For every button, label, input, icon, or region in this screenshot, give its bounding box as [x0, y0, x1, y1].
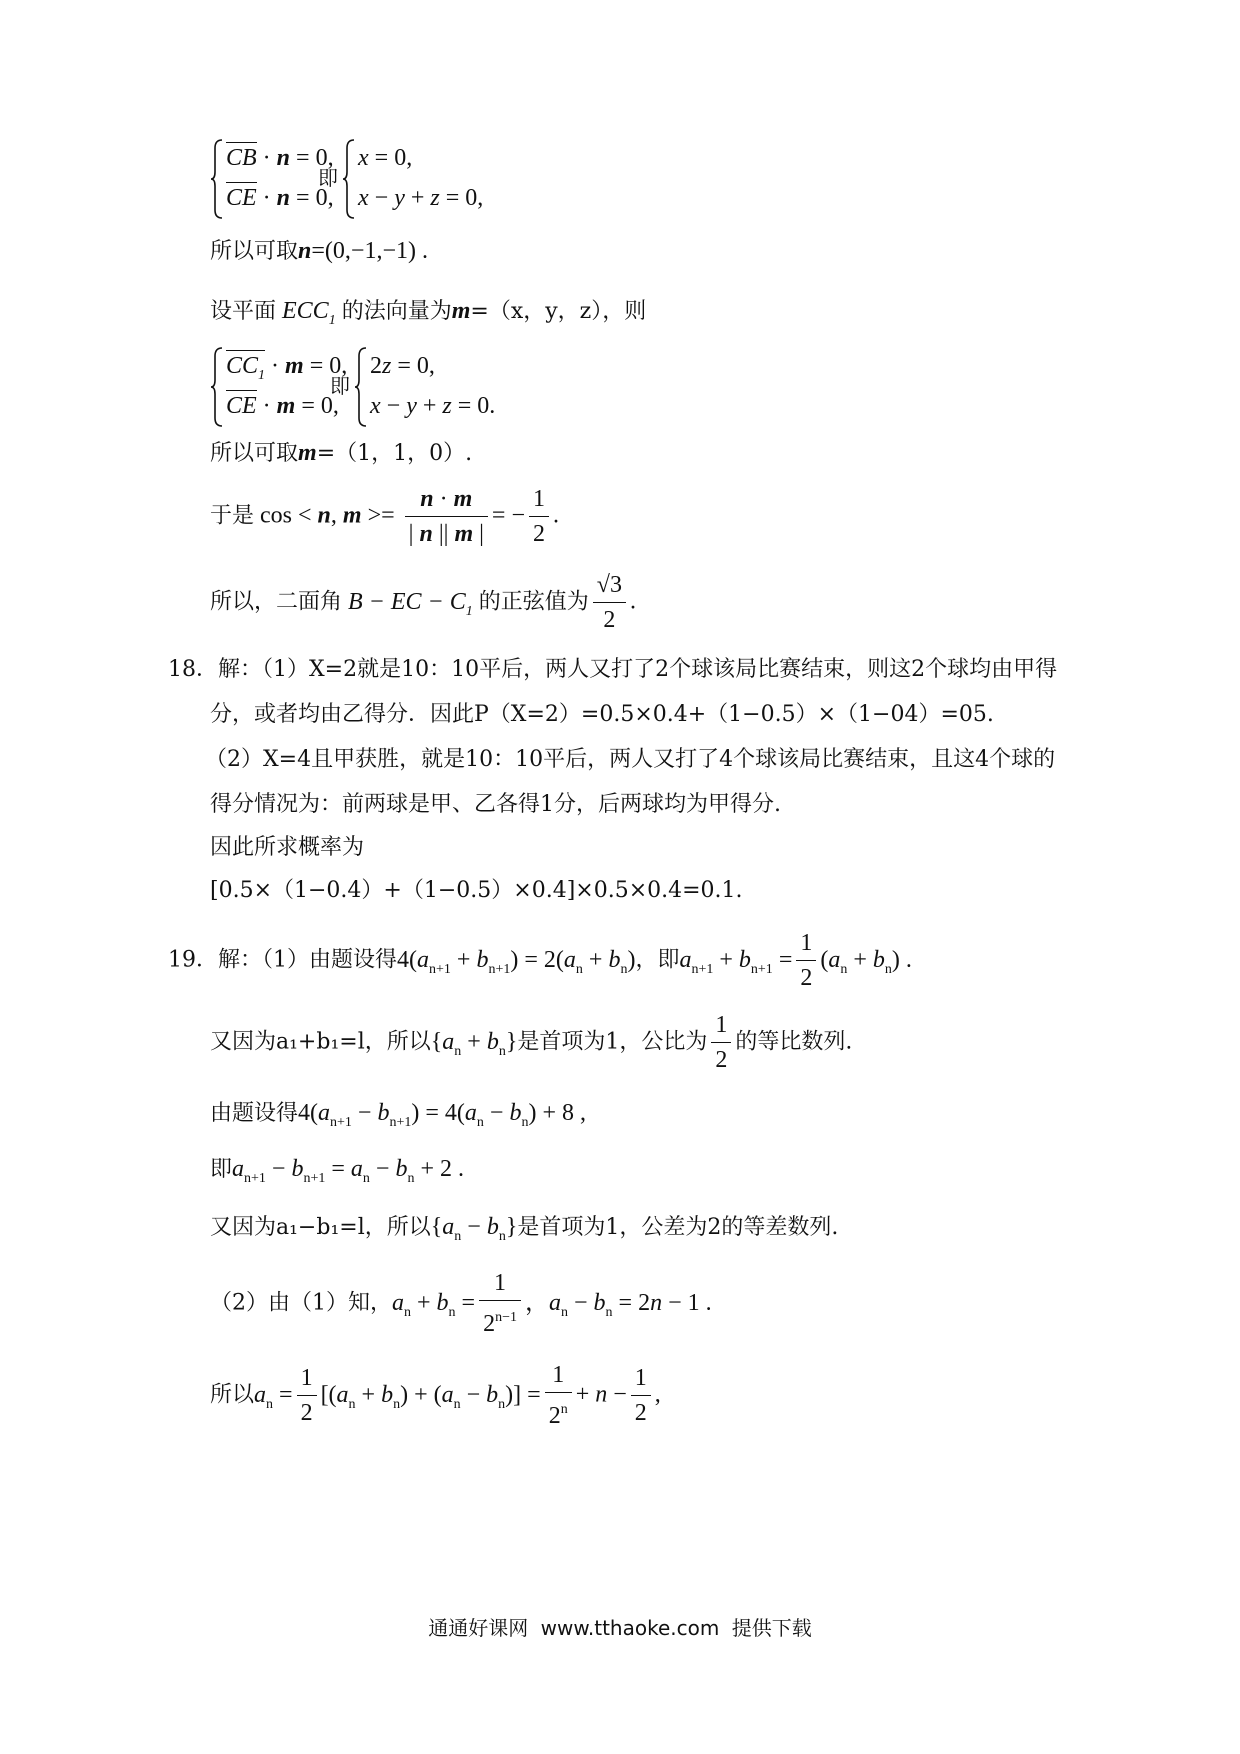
text-line: 所以，二面角 B − EC − $C_1$ 的正弦值为 $\frac{√3}{2}$ . — [210, 572, 636, 633]
left-brace-icon — [210, 138, 224, 220]
equation-row: CE · m = 0, — [226, 386, 347, 426]
equation-row: x − y + z = 0, — [358, 185, 484, 211]
text-line: 所以可取n=(0,−1,−1) . — [210, 238, 428, 264]
fraction: $\frac{√3}{2}$ — [593, 570, 626, 635]
fraction: $\frac{1}{2^{n-1}}$ — [479, 1268, 521, 1339]
text-line: 即$a_{n+1} - b_{n+1} = a_n - b_n + 2$ . — [210, 1156, 465, 1186]
equation-row: x − y + z = 0. — [370, 393, 496, 419]
equation-row: CB · n = 0, — [226, 138, 334, 178]
left-brace-icon — [210, 346, 224, 428]
text-line: [0.5×（1−0.4）+（1−0.5）×0.4]×0.5×0.4=0.1. — [210, 878, 743, 903]
fraction: $\frac{1}{2}$ — [297, 1363, 317, 1428]
text-line: 得分情况为：前两球是甲、乙各得1分，后两球均为甲得分. — [210, 792, 781, 817]
left-brace-icon — [342, 138, 356, 220]
equation-row: $CC_1 \cdot m = 0$, — [226, 346, 347, 386]
text-line: 18．解：（1）X=2就是10：10平后，两人又打了2个球该局比赛结束，则这2个球均由甲得 — [168, 657, 1058, 682]
equation-system-cc1-ce — [210, 346, 510, 428]
ji-label: 即 — [330, 376, 350, 398]
text-line: 又因为a₁+b₁=l，所以$\{a_n + b_n\}$是首项为1，公比为 $\frac{1}{2}$ 的等比数列. — [210, 1012, 853, 1073]
text-line: 所以可取m=（1，1，0）. — [210, 440, 473, 466]
text-line: 所以$a_n$ = $\frac{1}{2}$ $[(a_n + b_n) + (a_n - b_n)]$ = $\frac{1}{2^n}$ + n − $\frac{1}{2}$ , — [210, 1362, 661, 1429]
text-line: （2）由（1）知，$a_n + b_n$ = $\frac{1}{2^{n-1}}$ ，$a_n - b_n = 2n - 1$ . — [210, 1270, 712, 1337]
text-line: 由题设得$4(a_{n+1} - b_{n+1}) = 4(a_n - b_n) + 8$ , — [210, 1100, 586, 1130]
text-line: 因此所求概率为 — [210, 835, 365, 860]
equation-row: CE · n = 0, — [226, 178, 334, 218]
ji-label: 即 — [318, 168, 338, 190]
fraction: $\frac{1}{2}$ — [796, 928, 816, 993]
page-footer — [0, 1612, 1240, 1641]
footer-tail: 提供下载 — [731, 1616, 812, 1640]
text-line: 分，或者均由乙得分．因此P（X=2）=0.5×0.4+（1−0.5）×（1−04）=05. — [210, 702, 994, 727]
footer-site: 通通好课网 — [428, 1616, 529, 1640]
fraction: $\frac{1}{2}$ — [711, 1010, 731, 1075]
fraction: $\frac{n \cdot m}{| n || m |}$ — [405, 484, 488, 549]
footer-url[interactable]: www.tthaoke.com — [540, 1616, 720, 1640]
equation-row: 2z = 0, — [370, 353, 435, 379]
equation-system-cb-ce — [210, 138, 510, 220]
text-line: （2）X=4且甲获胜，就是10：10平后，两人又打了4个球该局比赛结束，且这4个球的 — [205, 747, 1056, 772]
left-brace-icon — [354, 346, 368, 428]
fraction: $\frac{1}{2}$ — [631, 1363, 651, 1428]
text-line: 设平面 $ECC_1$ 的法向量为m=（x，y，z），则 — [210, 298, 647, 328]
fraction: $\frac{1}{2^n}$ — [545, 1360, 572, 1431]
text-line: 于是 cos < n, m >= $\frac{n \cdot m}{| n || m |}$ = − $\frac{1}{2}$ . — [210, 486, 559, 547]
text-line: 又因为a₁−b₁=l，所以$\{a_n - b_n\}$是首项为1，公差为2的等差数列. — [210, 1214, 839, 1244]
text-line: 19．解：（1）由题设得$4(a_{n+1} + b_{n+1}) = 2(a_n + b_n)$，即$a_{n+1} + b_{n+1}$ = $\frac{1}{2}$ $(a_n + b_n)$ . — [168, 930, 912, 991]
equation-row: x = 0, — [358, 145, 413, 171]
fraction: $\frac{1}{2}$ — [529, 484, 549, 549]
